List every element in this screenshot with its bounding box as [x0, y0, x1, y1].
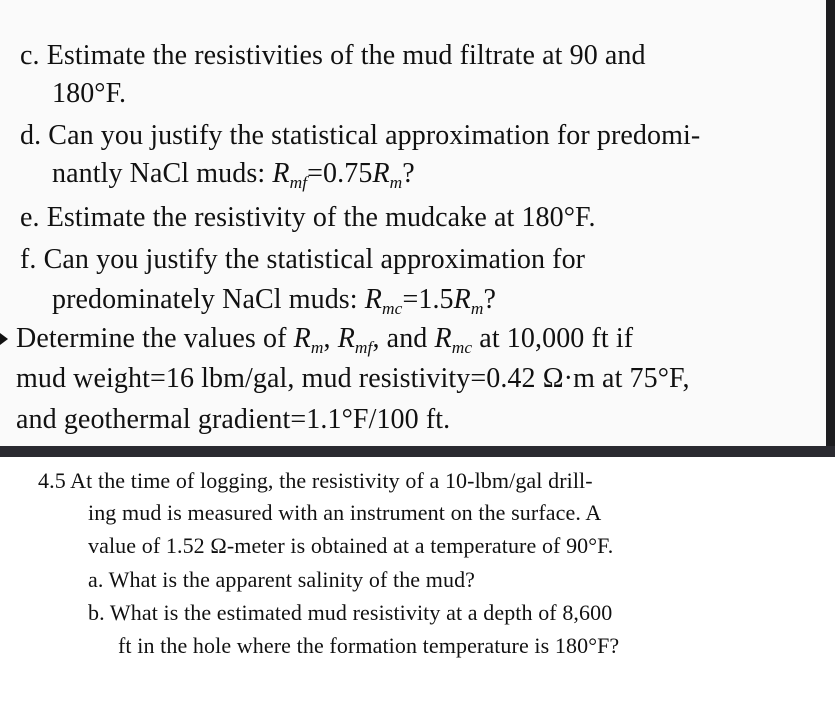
- item-f-line-1: f. Can you justify the statistical approximation for: [20, 244, 586, 275]
- problem-4-5-part-b-line-2: ft in the hole where the formation temperature is 180°F?: [118, 633, 620, 658]
- frame-border-bottom: [0, 446, 835, 457]
- question-mark: ?: [483, 284, 497, 315]
- frame-border-right: [826, 0, 835, 446]
- item-d-line-2: [52, 160, 415, 191]
- equation-coefficient: =1.5: [402, 284, 454, 315]
- symbol-r: R: [372, 158, 390, 189]
- item-e-line: e. Estimate the resistivity of the mudcake at 180°F.: [20, 202, 596, 233]
- equation-coefficient: =0.75: [307, 158, 373, 189]
- bottom-excerpt-panel: [0, 457, 835, 707]
- symbol-r: R: [453, 284, 471, 315]
- question-mark: ?: [402, 158, 415, 189]
- subscript-m: m: [389, 173, 403, 193]
- subscript-mc: mc: [382, 299, 403, 319]
- item-f-text: predominately NaCl muds:: [52, 284, 365, 315]
- subscript-mf: mf: [289, 173, 308, 193]
- subscript-mc: mc: [451, 338, 473, 358]
- item-d-line-1: d. Can you justify the statistical approximation for predomi-: [20, 120, 701, 151]
- separator: ,: [323, 323, 338, 354]
- subscript-m: m: [470, 299, 484, 319]
- symbol-r: R: [272, 158, 290, 189]
- item-g-line-2: mud weight=16 lbm/gal, mud resistivity=0.42 Ω·m at 75°F,: [16, 363, 690, 394]
- problem-4-5-line-1: 4.5 At the time of logging, the resistivity of a 10-lbm/gal drill-: [38, 468, 593, 493]
- subscript-mf: mf: [354, 338, 373, 358]
- item-c-line-2: 180°F.: [52, 78, 127, 109]
- item-g-text: Determine the values of: [16, 323, 294, 354]
- item-g-line-1: [16, 325, 633, 356]
- bullet-marker-icon: [0, 333, 8, 345]
- item-g-line-3: and geothermal gradient=1.1°F/100 ft.: [16, 404, 451, 435]
- problem-4-5-part-b-line-1: b. What is the estimated mud resistivity at a depth of 8,600: [88, 600, 613, 625]
- item-c-line-1: c. Estimate the resistivities of the mud filtrate at 90 and: [20, 40, 646, 71]
- subscript-m: m: [310, 338, 324, 358]
- item-d-text: nantly NaCl muds:: [52, 158, 273, 189]
- problem-4-5-part-a: a. What is the apparent salinity of the mud?: [88, 567, 476, 592]
- separator: , and: [372, 323, 435, 354]
- problem-4-5-line-2: ing mud is measured with an instrument on the surface. A: [88, 500, 602, 525]
- problem-4-5-line-3: value of 1.52 Ω-meter is obtained at a temperature of 90°F.: [88, 533, 614, 558]
- item-g-text-end: at 10,000 ft if: [472, 323, 634, 354]
- symbol-r: R: [337, 323, 355, 354]
- symbol-r: R: [293, 323, 311, 354]
- symbol-r: R: [434, 323, 452, 354]
- symbol-r: R: [364, 284, 383, 315]
- item-f-line-2: [52, 286, 496, 317]
